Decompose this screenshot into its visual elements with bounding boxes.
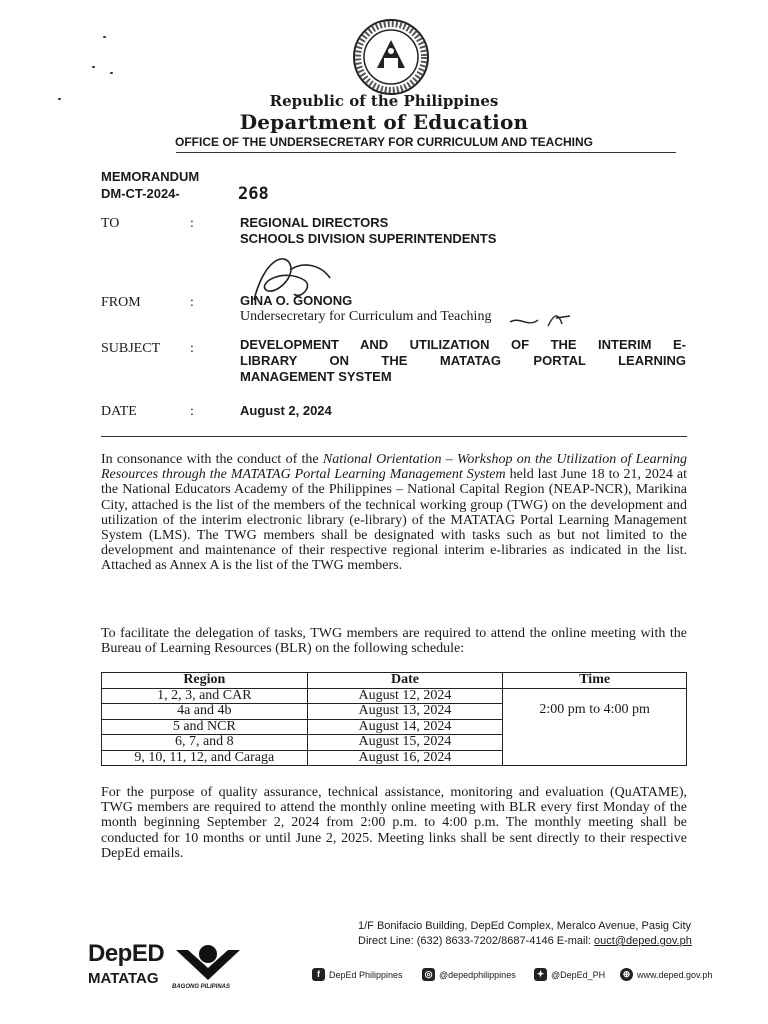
footer-direct-line: Direct Line: (632) 8633-7202/8687-4146 E-mail:	[358, 935, 595, 947]
globe-icon: ⊕	[620, 968, 633, 981]
header-divider	[176, 152, 676, 153]
table-row	[102, 688, 687, 704]
to-colon: :	[190, 216, 194, 231]
subject-text	[240, 337, 686, 385]
bagong-pilipinas-logo-icon	[172, 940, 244, 984]
cell-region: 5 and NCR	[102, 719, 308, 735]
date-value: August 2, 2024	[240, 403, 332, 418]
memo-number-handwritten: 268	[238, 184, 269, 204]
subject-line: LIBRARY ON THE MATATAG PORTAL LEARNING	[240, 353, 686, 368]
body-paragraph-3: For the purpose of quality assurance, technical assistance, monitoring and evaluation (QuATAME), TWG members are required to attend the monthly online meeting with BLR every first Monday of the month beginning September 2, 2024 from 2:00 p.m. to 4:00 p.m. The monthly meeting shall be conducted for 10 months or until June 2, 2025. Meeting links shall be sent directly to their respective DepEd emails.	[101, 785, 687, 861]
to-label: TO	[101, 216, 120, 231]
twitter-icon: ✦	[534, 968, 547, 981]
footer-address: 1/F Bonifacio Building, DepEd Complex, Meralco Avenue, Pasig City	[358, 920, 692, 932]
memo-number-prefix: DM-CT-2024-	[101, 186, 180, 201]
cell-date: August 12, 2024	[307, 688, 503, 704]
footer-email-link[interactable]: ouct@deped.gov.ph	[594, 935, 692, 947]
social-label: @DepEd_PH	[551, 969, 606, 980]
p1-text-b: held last June 18 to 21, 2024 at the National Educators Academy of the Philippines – National Capital Region (NEAP-NCR), Marikina City, attached is the list of the members of the technical working group (TWG) on the development and utilization of the interim electronic library (e-library) of the MATATAG Portal Learning Management System (LMS). The TWG members shall be designated with tasks such as but not limited to the development and maintenance of their respective regional interim e-libraries as indicated in the list. Attached as Annex A is the list of the TWG members.	[101, 467, 688, 574]
cell-date: August 13, 2024	[307, 704, 503, 720]
social-label: @depedphilippines	[439, 969, 516, 980]
department-heading: Department of Education	[239, 110, 529, 134]
social-label: DepEd Philippines	[329, 969, 403, 980]
social-instagram[interactable]	[422, 968, 516, 981]
deped-seal-icon	[352, 18, 430, 96]
cell-region: 1, 2, 3, and CAR	[102, 688, 308, 704]
to-recipients	[240, 215, 496, 247]
matatag-logo-text: MATATAG	[88, 970, 159, 987]
scan-speck	[92, 66, 95, 68]
deped-matatag-logo	[88, 940, 164, 987]
header-date: Date	[307, 673, 503, 689]
social-website[interactable]	[620, 968, 712, 981]
office-heading: OFFICE OF THE UNDERSECRETARY FOR CURRICULUM AND TEACHING	[175, 135, 593, 149]
republic-heading: Republic of the Philippines	[269, 92, 499, 110]
bagong-pilipinas-text: BAGONG PILIPINAS	[172, 984, 231, 990]
deped-logo-text: DepED	[88, 940, 165, 967]
cell-date: August 16, 2024	[307, 750, 503, 766]
scan-speck	[103, 36, 106, 38]
cell-time: 2:00 pm to 4:00 pm	[503, 688, 687, 766]
table-header-row	[102, 673, 687, 689]
cell-region: 6, 7, and 8	[102, 735, 308, 751]
footer-contact	[358, 933, 692, 949]
header-region: Region	[102, 673, 308, 689]
from-title: Undersecretary for Curriculum and Teaching	[240, 309, 492, 324]
date-colon: :	[190, 404, 194, 419]
social-label: www.deped.gov.ph	[637, 969, 713, 980]
date-label: DATE	[101, 404, 137, 419]
subject-line: MANAGEMENT SYSTEM	[240, 369, 392, 384]
instagram-icon: ◎	[422, 968, 435, 981]
cell-date: August 14, 2024	[307, 719, 503, 735]
cell-region: 4a and 4b	[102, 704, 308, 720]
subject-label: SUBJECT	[101, 341, 161, 356]
subject-colon: :	[190, 341, 194, 356]
facebook-icon: f	[312, 968, 325, 981]
to-line: SCHOOLS DIVISION SUPERINTENDENTS	[240, 231, 497, 246]
from-colon: :	[190, 295, 194, 310]
header-time: Time	[503, 673, 687, 689]
p1-text-a: In consonance with the conduct of the	[101, 452, 323, 467]
body-paragraph-2: To facilitate the delegation of tasks, TWG members are required to attend the online meeting with the Bureau of Learning Resources (BLR) on the following schedule:	[101, 626, 687, 657]
schedule-table	[101, 672, 687, 766]
memo-label	[101, 168, 199, 202]
memo-title: MEMORANDUM	[101, 169, 200, 184]
memo-divider	[101, 436, 687, 437]
cell-date: August 15, 2024	[307, 735, 503, 751]
subject-line: DEVELOPMENT AND UTILIZATION OF THE INTERIM E-	[240, 337, 686, 352]
social-twitter[interactable]	[534, 968, 605, 981]
initials-icon	[508, 306, 572, 330]
p1-workshop-title: National Orientation – Workshop on the Utilization of Learning Resources through the MATATAG Portal Learning Management System	[101, 452, 687, 483]
to-line: REGIONAL DIRECTORS	[240, 215, 389, 230]
social-facebook[interactable]	[312, 968, 403, 981]
body-paragraph-1	[101, 452, 687, 574]
scan-speck	[110, 72, 113, 74]
from-label: FROM	[101, 295, 141, 310]
cell-region: 9, 10, 11, 12, and Caraga	[102, 750, 308, 766]
from-name: GINA O. GONONG	[240, 293, 353, 308]
